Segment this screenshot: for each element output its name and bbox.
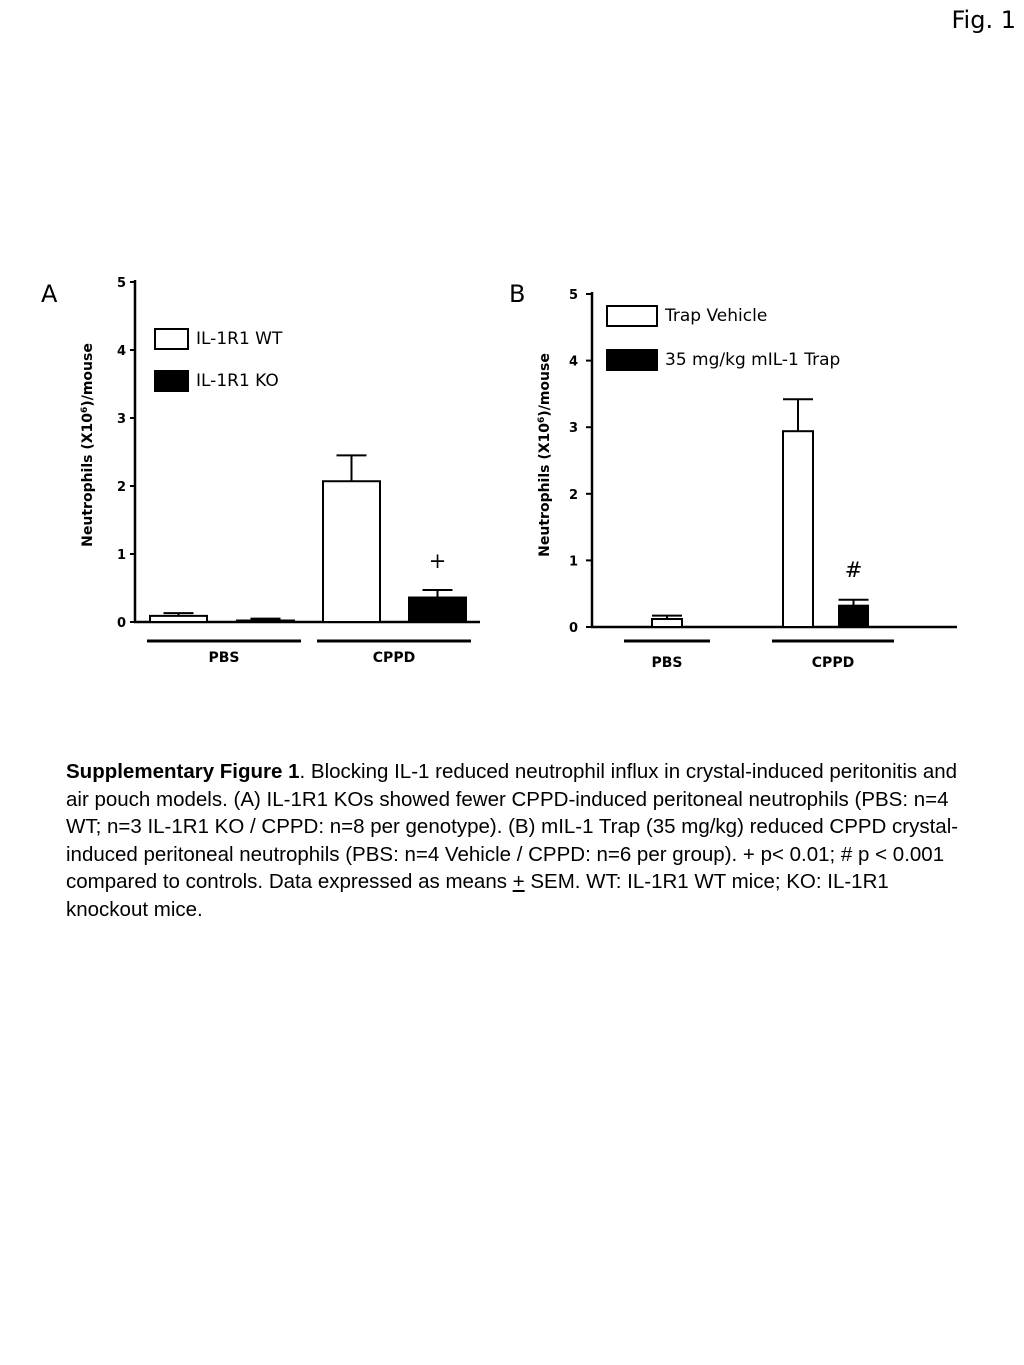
caption-title: Supplementary Figure 1 [66, 760, 300, 783]
panel-a-y-tick-label: 2 [116, 480, 126, 495]
caption-plus-minus: + [512, 870, 525, 893]
panel-b-bar [652, 619, 682, 627]
panel-a-y-tick-label: 5 [116, 276, 126, 291]
panel-a-significance-marker: + [428, 549, 447, 573]
panel-b-y-axis-label: Neutrophils $(X10^6)$/mouse [537, 353, 553, 557]
panel-a-letter: A [41, 280, 58, 308]
panel-b-legend-swatch [607, 350, 657, 370]
panel-b-group-label: PBS [651, 655, 683, 671]
panel-a-group-label: CPPD [372, 650, 416, 666]
figure-caption [66, 758, 976, 923]
panel-a-legend-label: IL-1R1 KO [196, 371, 279, 391]
panel-b-y-tick-label: 2 [568, 487, 578, 503]
panel-b-bar [839, 606, 868, 627]
panel-a-y-axis-label: Neutrophils $(X10^6)$/mouse [80, 343, 96, 547]
panel-b-letter: B [509, 280, 526, 308]
figure-label: Fig. 1 [951, 6, 1016, 34]
panel-a-legend-label: IL-1R1 WT [196, 329, 283, 349]
panel-b-group-label: CPPD [811, 655, 855, 671]
panel-b-y-tick-label: 1 [568, 554, 578, 570]
panel-b-y-tick-label: 5 [568, 288, 578, 303]
panel-b-significance-marker: # [844, 558, 863, 582]
panel-b-y-tick-label: 3 [568, 421, 578, 437]
panel-b-legend-label: Trap Vehicle [665, 306, 768, 326]
panel-a-y-tick-label: 0 [116, 616, 126, 631]
panel-b-legend-swatch [607, 306, 657, 326]
caption-text-1: . Blocking IL-1 reduced neutrophil influx in crystal-induced peritonitis and air pouch models. (A) IL-1R1 KOs showed fewer CPPD-induced peritoneal neutrophils (PBS: n=4 WT; n=3 IL-1R1 KO / CPPD: n=8 per genotype). (B) mIL-1 Trap (35 mg/kg) reduced CPPD crystal-induced peritoneal neutrophils (PBS: n=4 Vehicle / CPPD: n=6 per group). + p< 0.01; # p < 0.001 compared to controls. Data expressed as means [66, 760, 959, 893]
panel-a-y-tick-label: 4 [116, 344, 126, 359]
panel-a-group-label: PBS [208, 650, 240, 666]
panel-b-legend-label: 35 mg/kg mIL-1 Trap [665, 350, 841, 370]
panel-a-y-tick-label: 1 [116, 548, 126, 563]
panel-b-bar [783, 431, 813, 627]
panel-b-y-tick-label: 0 [568, 621, 578, 636]
caption-text-2: SEM. WT: IL-1R1 WT mice; KO: IL-1R1 knockout mice. [66, 870, 889, 921]
panel-a-y-tick-label: 3 [116, 412, 126, 427]
panel-b-y-tick-label: 4 [568, 354, 578, 370]
